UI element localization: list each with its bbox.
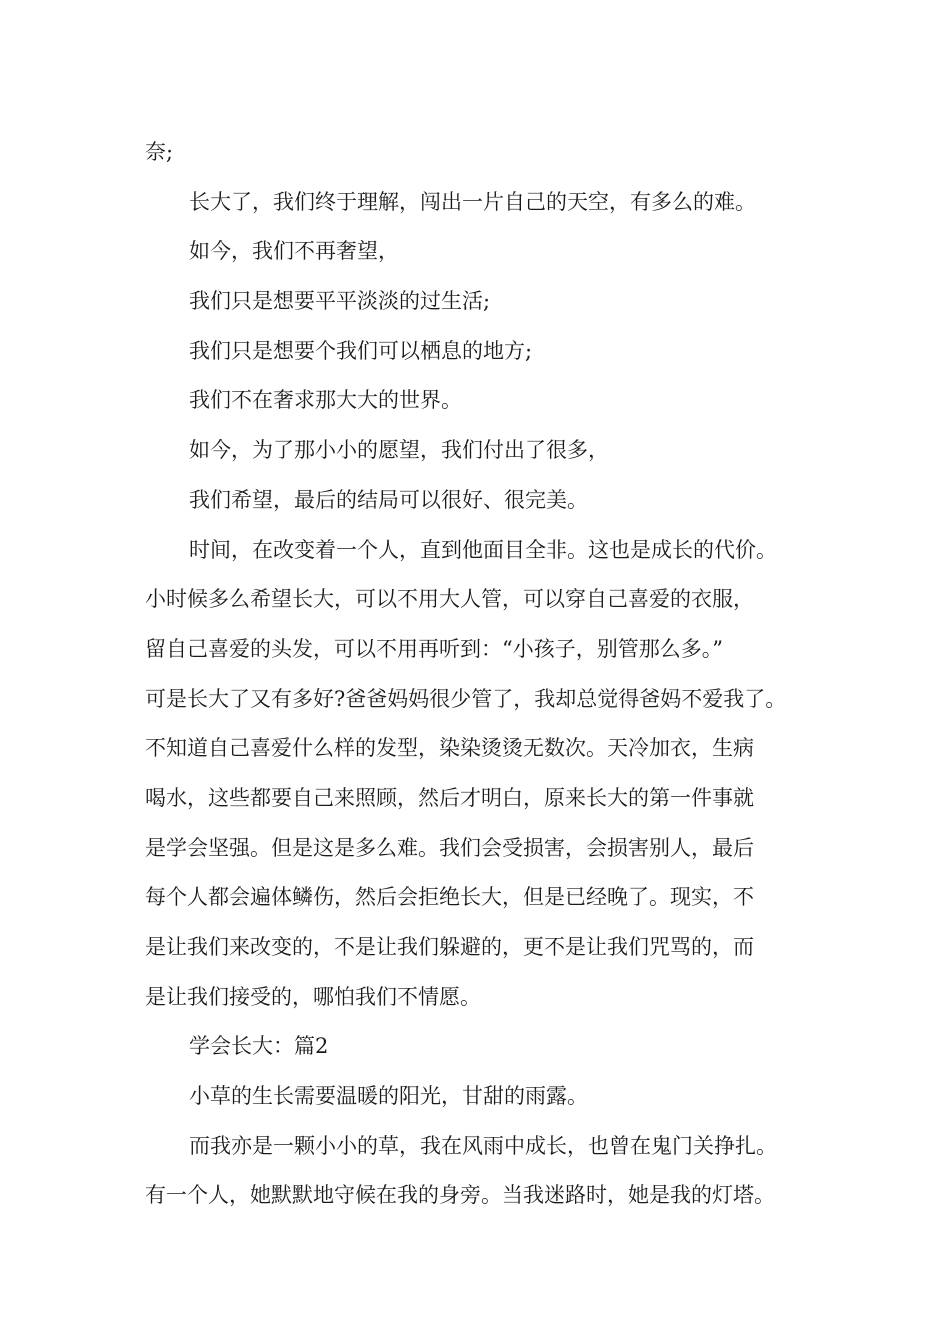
text-line: 喝水，这些都要自己来照顾，然后才明白，原来长大的第一件事就 — [145, 785, 754, 810]
text-line: 时间，在改变着一个人，直到他面目全非。这也是成长的代价。 — [189, 537, 777, 562]
text-line: 是学会坚强。但是这是多么难。我们会受损害，会损害别人，最后 — [145, 835, 754, 860]
text-line: 留自己喜爱的头发，可以不用再听到：“小孩子，别管那么多。” — [145, 636, 723, 661]
text-line: 是让我们接受的，哪怕我们不情愿。 — [145, 984, 481, 1009]
text-line: 如今，为了那小小的愿望，我们付出了很多， — [189, 438, 609, 463]
text-line: 是让我们来改变的，不是让我们躲避的，更不是让我们咒骂的，而 — [145, 935, 754, 959]
text-line: 长大了，我们终于理解，闯出一片自己的天空，有多么的难。 — [189, 189, 756, 214]
text-line: 我们只是想要个我们可以栖息的地方; — [189, 338, 533, 363]
text-line: 我们不在奢求那大大的世界。 — [189, 388, 462, 413]
text-line: 小草的生长需要温暖的阳光，甘甜的雨露。 — [189, 1084, 588, 1109]
text-line: 而我亦是一颗小小的草，我在风雨中成长，也曾在鬼门关挣扎。 — [189, 1133, 777, 1158]
text-line: 我们希望，最后的结局可以很好、很完美。 — [189, 487, 588, 512]
text-line: 有一个人，她默默地守候在我的身旁。当我迷路时，她是我的灯塔。 — [145, 1183, 775, 1208]
text-line: 我们只是想要平平淡淡的过生活; — [189, 289, 491, 314]
text-line: 可是长大了又有多好?爸爸妈妈很少管了，我却总觉得爸妈不爱我了。 — [145, 686, 787, 711]
text-line: 每个人都会遍体鳞伤，然后会拒绝长大，但是已经晚了。现实，不 — [145, 885, 754, 910]
document-body — [145, 128, 825, 1221]
text-line: 不知道自己喜爱什么样的发型，染染烫烫无数次。天冷加衣，生病 — [145, 736, 754, 761]
text-line: 如今，我们不再奢望， — [189, 239, 399, 264]
text-line: 小时候多么希望长大，可以不用大人管，可以穿自己喜爱的衣服， — [145, 587, 754, 612]
text-line: 奈; — [145, 140, 174, 164]
section-heading: 学会长大：篇2 — [189, 1034, 329, 1059]
